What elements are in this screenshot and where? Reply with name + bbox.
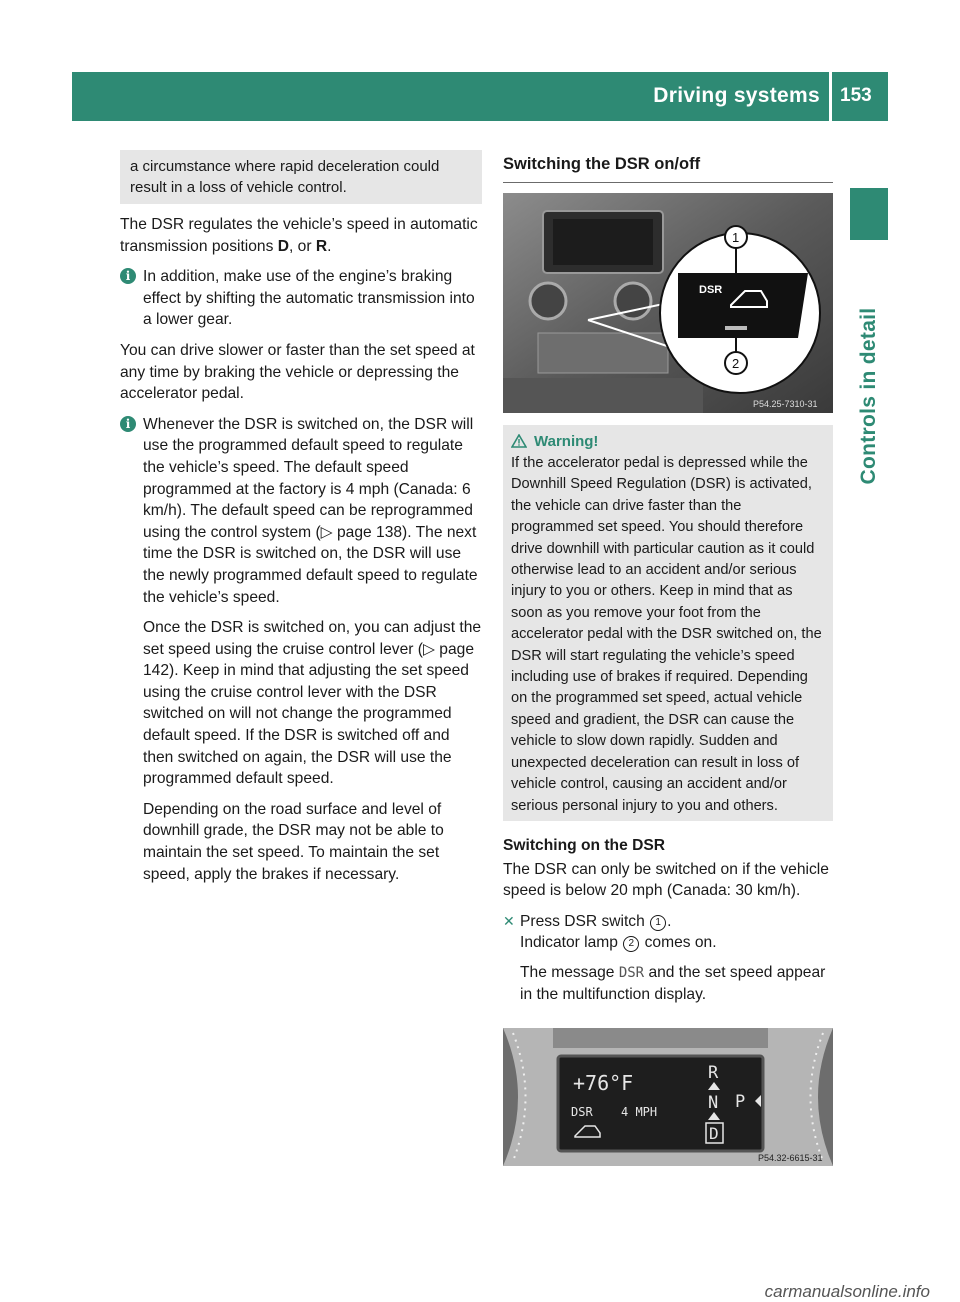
subsection-title-switching-on: Switching on the DSR: [503, 836, 665, 854]
text: ). Keep in mind that adjusting the set speed using the cruise control lever with the DSR switched on will not change the programmed default speed. If the DSR is switched off and then switched on again, the DSR will use the programmed default speed.: [143, 662, 469, 788]
warning-text: If the accelerator pedal is depressed while the Downhill Speed Regulation (DSR) is activated, the vehicle can drive faster than the programmed set speed. You should therefore drive downhill with particular caution as it could otherwise lead to an accident and/or serious injury to you or others. Keep in mind that as soon as you remove your foot from the accelerator pedal with the DSR switched on, the DSR will start regulating the vehicle’s speed including use of brakes if required. Depending on the programmed set speed, actual vehicle speed and gradient, the DSR can cause the vehicle to slow down rapidly. Sudden and unexpected deceleration can result in loss of vehicle control, causing an accident and/or serious personal injury to you and others.: [511, 455, 822, 814]
side-chapter-label: Controls in detail: [857, 307, 880, 485]
display-temperature: +76°F: [573, 1071, 634, 1095]
text: The message: [520, 963, 619, 981]
info-paragraph-road-surface: Depending on the road surface and level of downhill grade, the DSR may not be able to maintain the set speed. To maintain the set speed, apply the brakes if necessary.: [143, 800, 444, 883]
step-press-switch: [503, 911, 833, 954]
info-text: ). The next time the DSR is switched on, the DSR will use the newly programmed default speed to regulate the vehicle’s speed.: [143, 523, 478, 606]
step-result-message: [503, 962, 833, 1006]
figure-dsr-switch: [503, 193, 833, 413]
left-column: [120, 150, 482, 894]
right-column: [503, 150, 833, 1015]
page-ref-arrow-icon: ▷: [320, 523, 337, 541]
text: The DSR regulates the vehicle’s speed in automatic transmission positions: [120, 216, 478, 255]
paragraph-drive-slower: You can drive slower or faster than the set speed at any time by braking the vehicle or depressing the accelerator pedal.: [120, 341, 475, 403]
callout-2: 2: [732, 355, 740, 371]
text: and the set speed appear in the multifunction display.: [520, 963, 826, 1004]
text: .: [327, 237, 332, 255]
display-message-word: DSR: [618, 964, 645, 981]
page-reference-link[interactable]: page 138: [337, 523, 403, 541]
section-header-title: Driving systems: [653, 84, 820, 107]
display-speed: 4 MPH: [621, 1105, 658, 1119]
display-dsr: DSR: [571, 1105, 593, 1119]
side-tab-marker: [850, 188, 888, 240]
text: comes on.: [640, 934, 717, 952]
step-arrow-icon: ✕: [503, 912, 515, 929]
display-gear-n: N: [708, 1093, 719, 1113]
multifunction-display-illustration: [503, 1028, 833, 1166]
warning-header: [511, 431, 827, 452]
warning-triangle-icon: [511, 434, 527, 448]
text: .: [667, 912, 672, 930]
indicator-lamp: [725, 326, 747, 330]
page-ref-arrow-icon: ▷: [422, 640, 440, 658]
info-note-default-speed: [120, 414, 482, 608]
text: Indicator lamp: [520, 934, 623, 952]
display-gear-r: R: [708, 1063, 719, 1083]
info-text: In addition, make use of the engine’s braking effect by shifting the automatic transmission into a lower gear.: [143, 268, 475, 329]
info-icon: i: [120, 416, 136, 432]
figure-code: P54.25-7310-31: [753, 398, 818, 409]
gear-r: R: [315, 237, 328, 255]
watermark: carmanualsonline.info: [764, 1282, 930, 1301]
page-number: 153: [840, 85, 872, 106]
paragraph-speed-condition: The DSR can only be switched on if the vehicle speed is below 20 mph (Canada: 30 km/h).: [503, 860, 829, 900]
header-separator: [829, 72, 832, 121]
text: Press DSR switch: [520, 912, 650, 930]
display-gear-p: P: [735, 1092, 746, 1112]
dsr-switch-illustration: [503, 193, 833, 413]
text: , or: [289, 237, 316, 255]
shaded-note: a circumstance where rapid deceleration could result in a loss of vehicle control.: [120, 150, 482, 204]
info-icon: i: [120, 268, 136, 284]
warning-title: Warning!: [534, 432, 599, 450]
info-text: Whenever the DSR is switched on, the DSR will use the programmed default speed to regulate the vehicle’s speed. The default speed programmed at the factory is 4 mph (Canada: 6 km/h). The default speed can be reprogrammed using the control system (: [143, 415, 474, 541]
paragraph-dsr-regulates: [120, 214, 482, 257]
callout-ref-1: 1: [650, 915, 666, 931]
dsr-switch-label: DSR: [699, 283, 723, 296]
text: Once the DSR is switched on, you can adjust the set speed using the cruise control lever (: [143, 619, 482, 658]
callout-1: 1: [732, 229, 740, 245]
figure-multifunction-display: [503, 1028, 833, 1166]
callout-ref-2: 2: [623, 936, 639, 952]
display-gear-d: D: [709, 1124, 719, 1143]
gear-d: D: [277, 237, 290, 255]
figure-code: P54.32-6615-31: [758, 1153, 823, 1163]
info-paragraph-cruise-lever: [120, 617, 482, 790]
page-reference-link[interactable]: page 142: [143, 640, 474, 680]
info-note-engine-braking: [120, 266, 482, 331]
section-title-dsr-onoff: Switching the DSR on/off: [503, 150, 833, 183]
warning-box: [503, 425, 833, 821]
